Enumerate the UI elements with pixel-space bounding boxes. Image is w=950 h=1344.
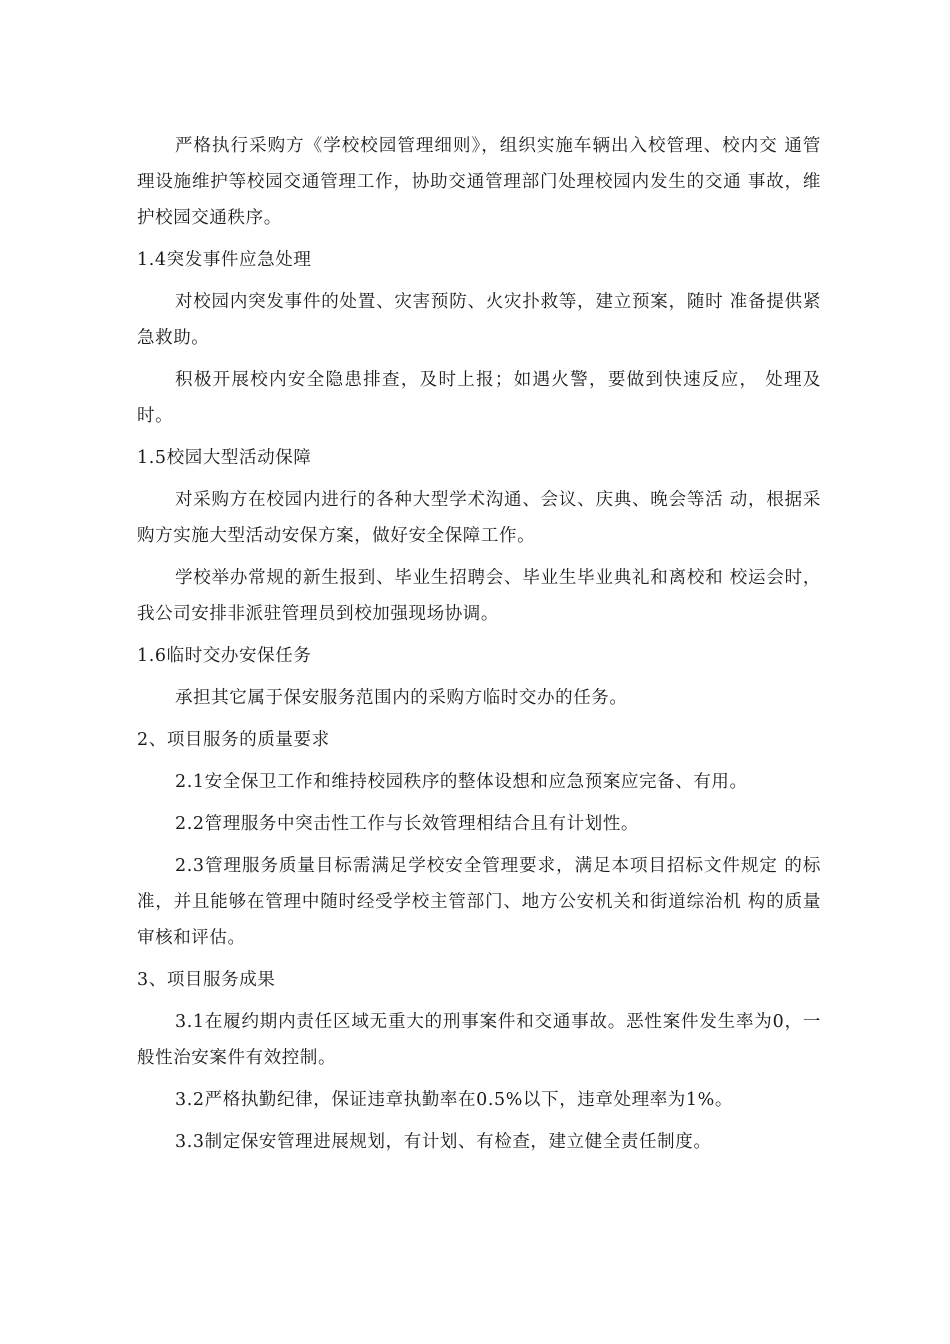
paragraph-quality-2-3: 2.3管理服务质量目标需满足学校安全管理要求，满足本项目招标文件规定 的标准，并且能够在管理中随时经受学校主管部门、地方公安机关和街道综治机 构的质量审核和评估。 <box>137 856 821 948</box>
paragraph-result-3-3: 3.3制定保安管理进展规划，有计划、有检查，建立健全责任制度。 <box>175 1132 712 1152</box>
section-heading-3: 3、项目服务成果 <box>137 970 276 990</box>
section-heading-1-4: 1.4突发事件应急处理 <box>137 250 312 270</box>
paragraph-routine-events: 学校举办常规的新生报到、毕业生招聘会、毕业生毕业典礼和离校和 校运会时，我公司安排非派驻管理员到校加强现场协调。 <box>137 568 821 624</box>
paragraph-temporary-tasks: 承担其它属于保安服务范围内的采购方临时交办的任务。 <box>175 688 628 708</box>
paragraph-traffic-management: 严格执行采购方《学校校园管理细则》，组织实施车辆出入校管理、校内交 通管理设施维护等校园交通管理工作，协助交通管理部门处理校园内发生的交通 事故，维护校园交通秩序。 <box>137 136 821 228</box>
paragraph-hazard-inspection: 积极开展校内安全隐患排查，及时上报；如遇火警，要做到快速反应， 处理及时。 <box>137 370 821 426</box>
paragraph-event-security: 对采购方在校园内进行的各种大型学术沟通、会议、庆典、晚会等活 动，根据采购方实施大型活动安保方案，做好安全保障工作。 <box>137 490 821 546</box>
section-heading-1-6: 1.6临时交办安保任务 <box>137 646 312 666</box>
document-body <box>137 128 821 1166</box>
paragraph-emergency-response: 对校园内突发事件的处置、灾害预防、火灾扑救等，建立预案，随时 准备提供紧急救助。 <box>137 292 821 348</box>
section-heading-2: 2、项目服务的质量要求 <box>137 730 330 750</box>
paragraph-result-3-2: 3.2严格执勤纪律，保证违章执勤率在0.5%以下，违章处理率为1%。 <box>175 1090 733 1110</box>
paragraph-quality-2-1: 2.1安全保卫工作和维持校园秩序的整体设想和应急预案应完备、有用。 <box>175 772 748 792</box>
section-heading-1-5: 1.5校园大型活动保障 <box>137 448 312 468</box>
paragraph-quality-2-2: 2.2管理服务中突击性工作与长效管理相结合且有计划性。 <box>175 814 640 834</box>
paragraph-result-3-1: 3.1在履约期内责任区域无重大的刑事案件和交通事故。恶性案件发生率为0，一般性治安案件有效控制。 <box>137 1012 821 1068</box>
